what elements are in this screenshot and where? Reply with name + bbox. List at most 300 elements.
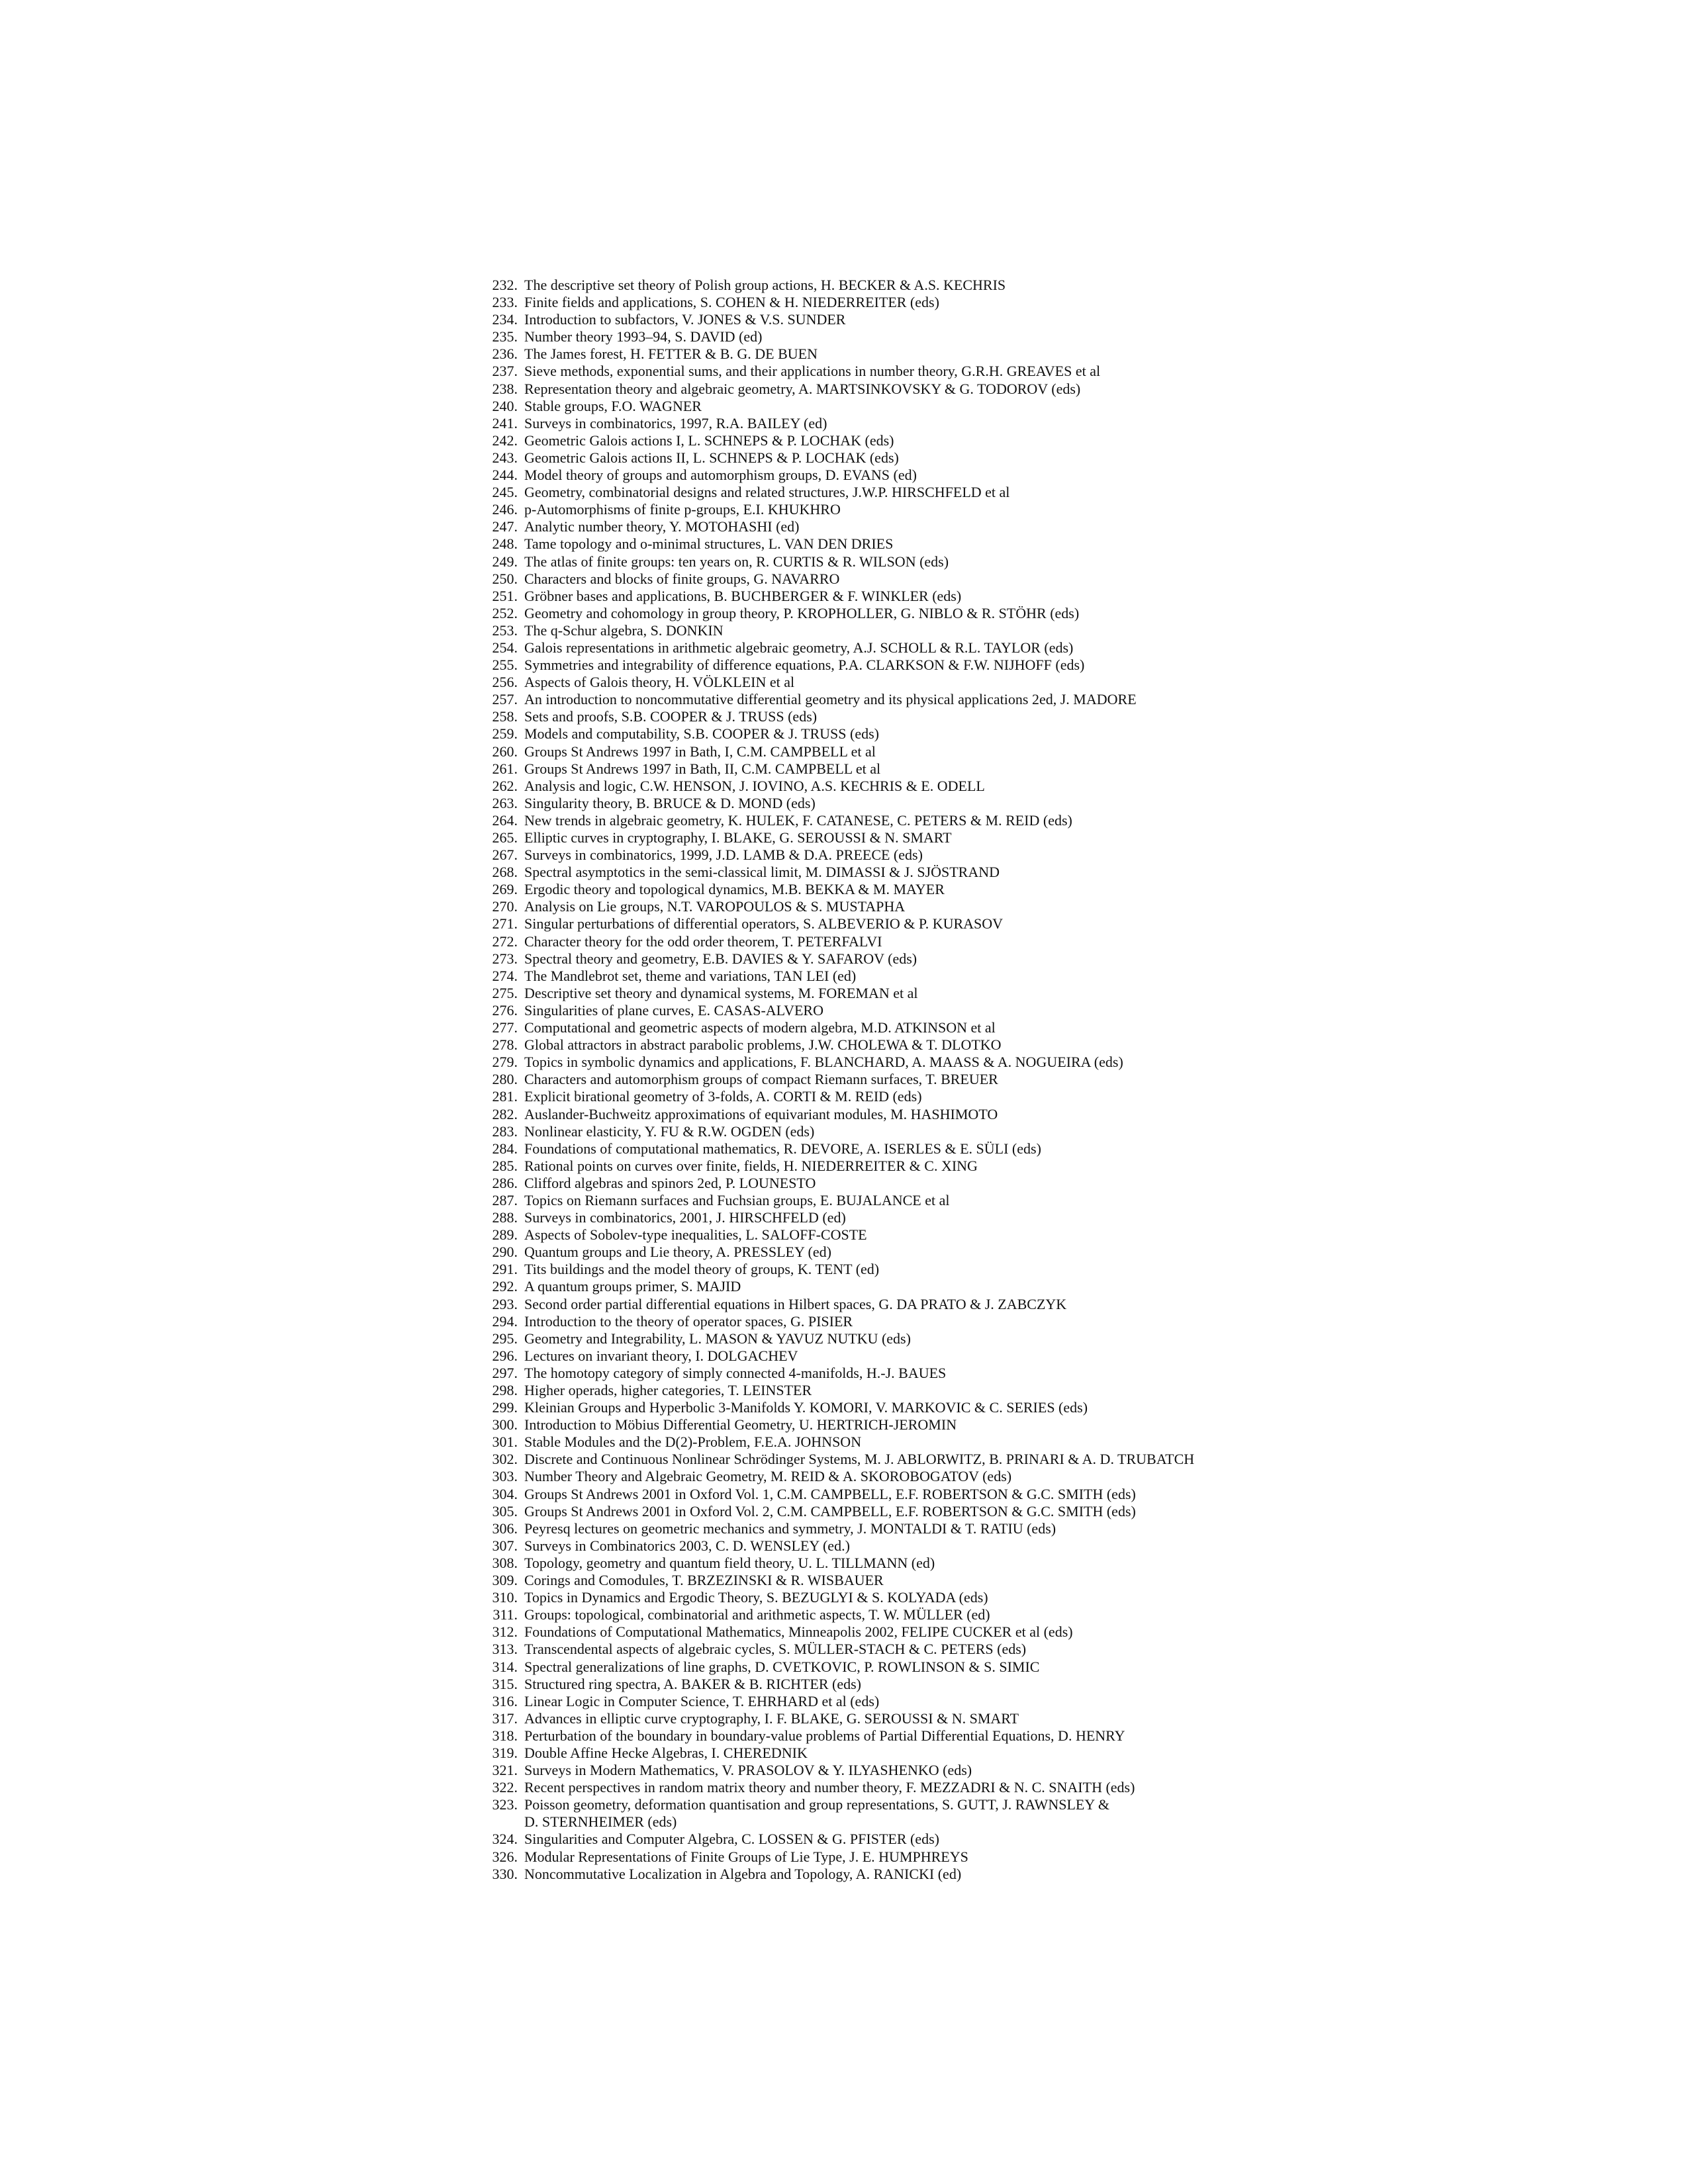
list-item	[477, 345, 1602, 363]
list-item	[477, 864, 1602, 881]
entry-number: 245.	[492, 484, 518, 501]
list-item	[477, 1693, 1602, 1710]
list-item	[477, 1727, 1602, 1745]
list-item	[477, 1313, 1602, 1330]
entry-number: 322.	[492, 1779, 518, 1796]
entry-title	[524, 933, 882, 950]
entry-title	[524, 328, 763, 345]
list-item	[477, 1002, 1602, 1019]
entry-text: Spectral asymptotics in the semi-classical limit, M. DIMASSI & J. SJÖSTRAND	[524, 864, 1000, 881]
entry-text: Topics in symbolic dynamics and applications, F. BLANCHARD, A. MAASS & A. NOGUEIRA (eds)	[524, 1054, 1123, 1071]
entry-text: A quantum groups primer, S. MAJID	[524, 1278, 741, 1295]
entry-title	[524, 1866, 961, 1883]
list-item	[477, 553, 1602, 570]
entry-number: 305.	[492, 1502, 518, 1520]
entry-text: Characters and blocks of finite groups, G. NAVARRO	[524, 570, 840, 587]
entry-number: 309.	[492, 1572, 518, 1589]
entry-title	[524, 812, 1072, 829]
entry-number: 307.	[492, 1537, 518, 1554]
list-item	[477, 898, 1602, 915]
entry-title	[524, 1175, 816, 1192]
entry-title	[524, 553, 949, 570]
entry-text: Sieve methods, exponential sums, and their applications in number theory, G.R.H. GREAVES et al	[524, 363, 1101, 380]
entry-text: Sets and proofs, S.B. COOPER & J. TRUSS (eds)	[524, 708, 818, 725]
entry-number: 310.	[492, 1589, 518, 1606]
entry-number: 282.	[492, 1105, 518, 1122]
entry-text: Singularity theory, B. BRUCE & D. MOND (eds)	[524, 794, 816, 811]
list-item	[477, 985, 1602, 1002]
entry-text: Higher operads, higher categories, T. LEINSTER	[524, 1382, 812, 1398]
entry-title	[524, 398, 702, 415]
list-item	[477, 328, 1602, 345]
entry-title	[524, 1313, 853, 1330]
entry-title	[524, 1382, 812, 1399]
list-item	[477, 1158, 1602, 1175]
entry-text: Singular perturbations of differential operators, S. ALBEVERIO & P. KURASOV	[524, 915, 1004, 933]
entry-number: 275.	[492, 984, 518, 1001]
entry-title	[524, 1002, 823, 1019]
entry-text: Elliptic curves in cryptography, I. BLAKE, G. SEROUSSI & N. SMART	[524, 829, 952, 846]
entry-text: Peyresq lectures on geometric mechanics and symmetry, J. MONTALDI & T. RATIU (eds)	[524, 1520, 1056, 1537]
list-item	[477, 1365, 1602, 1382]
list-item	[477, 1623, 1602, 1641]
list-item	[477, 277, 1602, 294]
list-item	[477, 588, 1602, 605]
list-item	[477, 1209, 1602, 1226]
entry-number: 304.	[492, 1485, 518, 1502]
entry-text: The Mandlebrot set, theme and variations, TAN LEI (ed)	[524, 967, 857, 984]
entry-text: Discrete and Continuous Nonlinear Schrödinger Systems, M. J. ABLORWITZ, B. PRINARI & A. D. TRUBATCH	[524, 1451, 1195, 1468]
entry-number: 294.	[492, 1312, 518, 1330]
entry-number: 292.	[492, 1278, 518, 1295]
entry-text: Auslander-Buchweitz approximations of equivariant modules, M. HASHIMOTO	[524, 1105, 998, 1122]
entry-title	[524, 657, 1084, 674]
entry-number: 278.	[492, 1036, 518, 1054]
entry-number: 259.	[492, 725, 518, 743]
entry-number: 324.	[492, 1831, 518, 1848]
entry-title	[524, 605, 1079, 622]
list-item	[477, 1503, 1602, 1520]
entry-number: 232.	[492, 277, 518, 293]
entry-text: Topics on Riemann surfaces and Fuchsian groups, E. BUJALANCE et al	[524, 1191, 950, 1208]
entry-text: Structured ring spectra, A. BAKER & B. RICHTER (eds)	[524, 1675, 861, 1692]
entry-title	[524, 1762, 972, 1779]
entry-text: Stable groups, F.O. WAGNER	[524, 397, 702, 414]
entry-number: 267.	[492, 846, 518, 864]
entry-title	[524, 1486, 1136, 1503]
list-item	[477, 1296, 1602, 1313]
entry-title	[524, 1347, 798, 1365]
entry-number: 273.	[492, 950, 518, 967]
entry-number: 290.	[492, 1244, 518, 1261]
entry-number: 252.	[492, 604, 518, 621]
entry-number: 319.	[492, 1744, 518, 1761]
entry-number: 291.	[492, 1261, 518, 1278]
entry-title	[524, 1848, 968, 1866]
entry-text: Geometric Galois actions I, L. SCHNEPS & P. LOCHAK (eds)	[524, 432, 894, 449]
list-item	[477, 501, 1602, 518]
list-item	[477, 846, 1602, 864]
entry-number: 249.	[492, 553, 518, 570]
entry-number: 281.	[492, 1088, 518, 1105]
entry-text: Geometry, combinatorial designs and related structures, J.W.P. HIRSCHFELD et al	[524, 484, 1010, 501]
list-item	[477, 1226, 1602, 1244]
list-item	[477, 1606, 1602, 1623]
entry-title	[524, 1261, 879, 1278]
entry-text: Model theory of groups and automorphism groups, D. EVANS (ed)	[524, 467, 917, 484]
list-item	[477, 1036, 1602, 1054]
list-item	[477, 1347, 1602, 1365]
entry-number: 235.	[492, 328, 518, 345]
list-item	[477, 1330, 1602, 1347]
entry-title	[524, 1399, 1088, 1416]
list-item	[477, 311, 1602, 328]
entry-text: Geometry and cohomology in group theory, P. KROPHOLLER, G. NIBLO & R. STÖHR (eds)	[524, 604, 1080, 621]
entry-number: 271.	[492, 915, 518, 933]
entry-number: 257.	[492, 691, 518, 708]
list-item	[477, 467, 1602, 484]
list-item	[477, 639, 1602, 657]
entry-title	[524, 1727, 1125, 1745]
entry-number: 241.	[492, 414, 518, 432]
entry-text: Singularities and Computer Algebra, C. LOSSEN & G. PFISTER (eds)	[524, 1831, 939, 1848]
entry-text: Linear Logic in Computer Science, T. EHRHARD et al (eds)	[524, 1692, 880, 1709]
list-item	[477, 725, 1602, 743]
entry-title	[524, 1468, 1011, 1485]
entry-title	[524, 501, 841, 518]
list-item	[477, 1019, 1602, 1036]
entry-text: Topology, geometry and quantum field theory, U. L. TILLMANN (ed)	[524, 1554, 935, 1571]
entry-title	[524, 968, 856, 985]
entry-number: 321.	[492, 1762, 518, 1779]
entry-text: Stable Modules and the D(2)-Problem, F.E.A. JOHNSON	[524, 1433, 862, 1451]
entry-text: Symmetries and integrability of difference equations, P.A. CLARKSON & F.W. NIJHOFF (eds)	[524, 657, 1085, 674]
entry-text: Surveys in Combinatorics 2003, C. D. WENSLEY (ed.)	[524, 1537, 850, 1554]
entry-text: Singularities of plane curves, E. CASAS-ALVERO	[524, 1001, 823, 1019]
entry-title	[524, 449, 899, 467]
list-item	[477, 1451, 1602, 1468]
list-item	[477, 812, 1602, 829]
entry-title	[524, 1520, 1056, 1537]
entry-number: 253.	[492, 621, 518, 639]
entry-title	[524, 708, 817, 725]
entry-title	[524, 432, 894, 449]
entry-number: 277.	[492, 1019, 518, 1036]
entry-title	[524, 535, 893, 553]
entry-number: 299.	[492, 1399, 518, 1416]
entry-title	[524, 518, 800, 535]
entry-number: 283.	[492, 1122, 518, 1140]
entry-text: Topics in Dynamics and Ergodic Theory, S. BEZUGLYI & S. KOLYADA (eds)	[524, 1589, 988, 1606]
list-item	[477, 1589, 1602, 1606]
list-item	[477, 657, 1602, 674]
entry-text: Surveys in Modern Mathematics, V. PRASOLOV & Y. ILYASHENKO (eds)	[524, 1762, 972, 1779]
entry-title	[524, 570, 839, 588]
entry-text: Groups St Andrews 2001 in Oxford Vol. 2, C.M. CAMPBELL, E.F. ROBERTSON & G.C. SMITH (eds)	[524, 1502, 1136, 1520]
entry-title	[524, 1019, 996, 1036]
entry-title	[524, 1088, 922, 1105]
entry-text: Ergodic theory and topological dynamics, M.B. BEKKA & M. MAYER	[524, 881, 945, 898]
entry-number: 313.	[492, 1641, 518, 1658]
entry-title	[524, 881, 945, 898]
entry-text: The James forest, H. FETTER & B. G. DE BUEN	[524, 345, 818, 363]
entry-text: Surveys in combinatorics, 2001, J. HIRSCHFELD (ed)	[524, 1209, 846, 1226]
entry-number: 247.	[492, 518, 518, 535]
entry-number: 262.	[492, 777, 518, 794]
entry-text: Groups: topological, combinatorial and arithmetic aspects, T. W. MÜLLER (ed)	[524, 1606, 990, 1623]
entry-number: 269.	[492, 881, 518, 898]
entry-text: Character theory for the odd order theorem, T. PETERFALVI	[524, 933, 882, 950]
entry-text: Poisson geometry, deformation quantisation and group representations, S. GUTT, J. RAWNSLEY &	[524, 1796, 1110, 1813]
list-item	[477, 1796, 1602, 1831]
entry-number: 315.	[492, 1675, 518, 1692]
entry-title	[524, 277, 1006, 294]
entry-text: Foundations of Computational Mathematics, Minneapolis 2002, FELIPE CUCKER et al (eds)	[524, 1623, 1073, 1641]
entry-number: 263.	[492, 794, 518, 811]
list-item	[477, 1659, 1602, 1676]
entry-title	[524, 1572, 884, 1589]
list-item	[477, 570, 1602, 588]
entry-number: 254.	[492, 639, 518, 656]
entry-text: Number theory 1993–94, S. DAVID (ed)	[524, 328, 763, 345]
entry-title	[524, 795, 816, 812]
entry-text: Clifford algebras and spinors 2ed, P. LOUNESTO	[524, 1174, 816, 1191]
entry-text: Nonlinear elasticity, Y. FU & R.W. OGDEN (eds)	[524, 1122, 815, 1140]
entry-title	[524, 1693, 879, 1710]
entry-text: Global attractors in abstract parabolic problems, J.W. CHOLEWA & T. DLOTKO	[524, 1036, 1002, 1054]
entry-number: 236.	[492, 345, 518, 363]
entry-number: 318.	[492, 1727, 518, 1744]
list-item	[477, 1416, 1602, 1433]
list-item	[477, 1676, 1602, 1693]
entry-text: Noncommutative Localization in Algebra and Topology, A. RANICKI (ed)	[524, 1865, 962, 1882]
entry-number: 264.	[492, 811, 518, 829]
entry-text: Introduction to subfactors, V. JONES & V.S. SUNDER	[524, 311, 846, 328]
entry-title	[524, 1433, 861, 1451]
entry-number: 268.	[492, 864, 518, 881]
entry-number: 301.	[492, 1433, 518, 1451]
list-item	[477, 1710, 1602, 1727]
list-item	[477, 881, 1602, 898]
list-item	[477, 1745, 1602, 1762]
entry-number: 296.	[492, 1347, 518, 1364]
entry-text: Corings and Comodules, T. BRZEZINSKI & R. WISBAUER	[524, 1572, 884, 1589]
list-item	[477, 1244, 1602, 1261]
entry-text: Rational points on curves over finite, fields, H. NIEDERREITER & C. XING	[524, 1157, 978, 1174]
entry-text: Groups St Andrews 1997 in Bath, I, C.M. CAMPBELL et al	[524, 743, 876, 760]
entry-text: Groups St Andrews 1997 in Bath, II, C.M. CAMPBELL et al	[524, 760, 881, 777]
list-item	[477, 381, 1602, 398]
entry-number: 274.	[492, 967, 518, 984]
entry-number: 300.	[492, 1416, 518, 1433]
entry-number: 251.	[492, 587, 518, 604]
entry-title	[524, 1710, 1019, 1727]
entry-number: 287.	[492, 1191, 518, 1208]
entry-text: The homotopy category of simply connected 4-manifolds, H.-J. BAUES	[524, 1364, 947, 1381]
entry-title	[524, 1416, 957, 1433]
list-item	[477, 1261, 1602, 1278]
list-item	[477, 691, 1602, 708]
entry-text: Second order partial differential equations in Hilbert spaces, G. DA PRATO & J. ZABCZYK	[524, 1295, 1067, 1312]
list-item	[477, 1192, 1602, 1209]
entry-title	[524, 622, 724, 639]
entry-title	[524, 950, 917, 968]
entry-text: New trends in algebraic geometry, K. HULEK, F. CATANESE, C. PETERS & M. REID (eds)	[524, 811, 1072, 829]
entry-text: Finite fields and applications, S. COHEN & H. NIEDERREITER (eds)	[524, 294, 939, 311]
list-item	[477, 1848, 1602, 1866]
entry-title	[524, 1226, 867, 1244]
entry-number: 298.	[492, 1382, 518, 1398]
entry-number: 289.	[492, 1226, 518, 1244]
entry-title	[524, 467, 917, 484]
entry-text: Double Affine Hecke Algebras, I. CHEREDNIK	[524, 1744, 808, 1761]
entry-title	[524, 1676, 861, 1693]
entry-text: Computational and geometric aspects of modern algebra, M.D. ATKINSON et al	[524, 1019, 996, 1036]
entry-number: 306.	[492, 1520, 518, 1537]
entry-text: Characters and automorphism groups of compact Riemann surfaces, T. BREUER	[524, 1071, 998, 1088]
entry-text: Introduction to the theory of operator spaces, G. PISIER	[524, 1312, 853, 1330]
entry-number: 286.	[492, 1174, 518, 1191]
list-item	[477, 933, 1602, 950]
entry-number: 302.	[492, 1451, 518, 1468]
entry-title	[524, 381, 1080, 398]
entry-title	[524, 1209, 846, 1226]
entry-title	[524, 1606, 990, 1623]
list-item	[477, 535, 1602, 553]
entry-number: 280.	[492, 1071, 518, 1088]
list-item	[477, 1555, 1602, 1572]
entry-number: 258.	[492, 708, 518, 725]
entry-title	[524, 915, 1003, 933]
list-item	[477, 1175, 1602, 1192]
list-item	[477, 674, 1602, 691]
entry-number: 243.	[492, 449, 518, 466]
list-item	[477, 415, 1602, 432]
entry-text: Recent perspectives in random matrix theory and number theory, F. MEZZADRI & N. C. SNAITH (eds)	[524, 1779, 1135, 1796]
entry-number: 312.	[492, 1623, 518, 1641]
entry-title	[524, 1123, 814, 1140]
list-item	[477, 795, 1602, 812]
list-item	[477, 363, 1602, 380]
entry-text: Spectral theory and geometry, E.B. DAVIES & Y. SAFAROV (eds)	[524, 950, 917, 967]
entry-title	[524, 311, 845, 328]
entry-number: 246.	[492, 501, 518, 518]
list-item	[477, 1572, 1602, 1589]
entry-title	[524, 674, 794, 691]
entry-title	[524, 1659, 1039, 1676]
entry-text: Lectures on invariant theory, I. DOLGACHEV	[524, 1347, 798, 1364]
entry-number: 265.	[492, 829, 518, 846]
entry-text: Gröbner bases and applications, B. BUCHBERGER & F. WINKLER (eds)	[524, 587, 962, 604]
list-item	[477, 1486, 1602, 1503]
entry-number: 248.	[492, 535, 518, 553]
list-item	[477, 743, 1602, 760]
entry-title	[524, 639, 1073, 657]
list-item	[477, 1537, 1602, 1555]
entry-text: Kleinian Groups and Hyperbolic 3-Manifolds Y. KOMORI, V. MARKOVIC & C. SERIES (eds)	[524, 1399, 1088, 1416]
entry-title	[524, 985, 918, 1002]
entry-number: 284.	[492, 1140, 518, 1157]
entry-text: Analytic number theory, Y. MOTOHASHI (ed)	[524, 518, 800, 535]
entry-title	[524, 846, 923, 864]
entry-number: 314.	[492, 1658, 518, 1675]
entry-title	[524, 898, 905, 915]
entry-number: 279.	[492, 1054, 518, 1071]
entry-number: 244.	[492, 467, 518, 484]
entry-number: 276.	[492, 1001, 518, 1019]
entry-text: Surveys in combinatorics, 1999, J.D. LAMB & D.A. PREECE (eds)	[524, 846, 923, 864]
entry-number: 317.	[492, 1709, 518, 1727]
entry-text-continued: D. STERNHEIMER (eds)	[524, 1813, 677, 1831]
entry-number: 233.	[492, 294, 518, 311]
entry-text: The q-Schur algebra, S. DONKIN	[524, 621, 724, 639]
list-item	[477, 1399, 1602, 1416]
entry-title	[524, 1641, 1026, 1658]
entry-text: Representation theory and algebraic geometry, A. MARTSINKOVSKY & G. TODOROV (eds)	[524, 380, 1081, 397]
entry-title	[524, 864, 1000, 881]
entry-number: 256.	[492, 674, 518, 691]
entry-number: 303.	[492, 1468, 518, 1485]
entry-title	[524, 1192, 949, 1209]
entry-text: Geometry and Integrability, L. MASON & YAVUZ NUTKU (eds)	[524, 1330, 911, 1347]
entry-number: 326.	[492, 1848, 518, 1865]
list-item	[477, 1779, 1602, 1796]
list-item	[477, 518, 1602, 535]
list-item	[477, 829, 1602, 846]
entry-text: Models and computability, S.B. COOPER & J. TRUSS (eds)	[524, 725, 879, 743]
entry-number: 242.	[492, 432, 518, 449]
list-item	[477, 294, 1602, 311]
entry-text: Introduction to Möbius Differential Geometry, U. HERTRICH-JEROMIN	[524, 1416, 957, 1433]
entry-title	[524, 1555, 935, 1572]
entry-text: Transcendental aspects of algebraic cycles, S. MÜLLER-STACH & C. PETERS (eds)	[524, 1641, 1027, 1658]
list-item	[477, 915, 1602, 933]
entry-title	[524, 1365, 946, 1382]
entry-title	[524, 743, 876, 760]
entry-text: Perturbation of the boundary in boundary-value problems of Partial Differential Equations, D. HENRY	[524, 1727, 1125, 1744]
entry-title	[524, 1589, 988, 1606]
entry-text: Modular Representations of Finite Groups of Lie Type, J. E. HUMPHREYS	[524, 1848, 968, 1865]
entry-number: 316.	[492, 1692, 518, 1709]
entry-text: Aspects of Galois theory, H. VÖLKLEIN et al	[524, 674, 795, 691]
entry-number: 311.	[492, 1606, 518, 1623]
list-item	[477, 1088, 1602, 1105]
entry-title	[524, 484, 1009, 501]
entry-text: Tits buildings and the model theory of groups, K. TENT (ed)	[524, 1261, 880, 1278]
entry-text: Descriptive set theory and dynamical systems, M. FOREMAN et al	[524, 984, 918, 1001]
entry-text: Analysis and logic, C.W. HENSON, J. IOVINO, A.S. KECHRIS & E. ODELL	[524, 777, 985, 794]
entry-title	[524, 1244, 831, 1261]
entry-number: 261.	[492, 760, 518, 777]
entry-text: Explicit birational geometry of 3-folds, A. CORTI & M. REID (eds)	[524, 1088, 922, 1105]
entry-text: Foundations of computational mathematics, R. DEVORE, A. ISERLES & E. SÜLI (eds)	[524, 1140, 1041, 1157]
list-item	[477, 1831, 1602, 1848]
list-item	[477, 1382, 1602, 1399]
entry-text: Galois representations in arithmetic algebraic geometry, A.J. SCHOLL & R.L. TAYLOR (eds)	[524, 639, 1074, 656]
entry-number: 250.	[492, 570, 518, 587]
entry-title	[524, 1779, 1135, 1796]
entry-title	[524, 1071, 998, 1088]
list-item	[477, 1520, 1602, 1537]
list-item	[477, 1278, 1602, 1295]
entry-title	[524, 1296, 1066, 1313]
entry-number: 270.	[492, 898, 518, 915]
entry-number: 297.	[492, 1364, 518, 1381]
entry-text: An introduction to noncommutative differential geometry and its physical applications 2ed, J. MADORE	[524, 691, 1137, 708]
entry-number: 238.	[492, 380, 518, 397]
entry-text: The descriptive set theory of Polish group actions, H. BECKER & A.S. KECHRIS	[524, 277, 1006, 293]
entry-number: 288.	[492, 1209, 518, 1226]
